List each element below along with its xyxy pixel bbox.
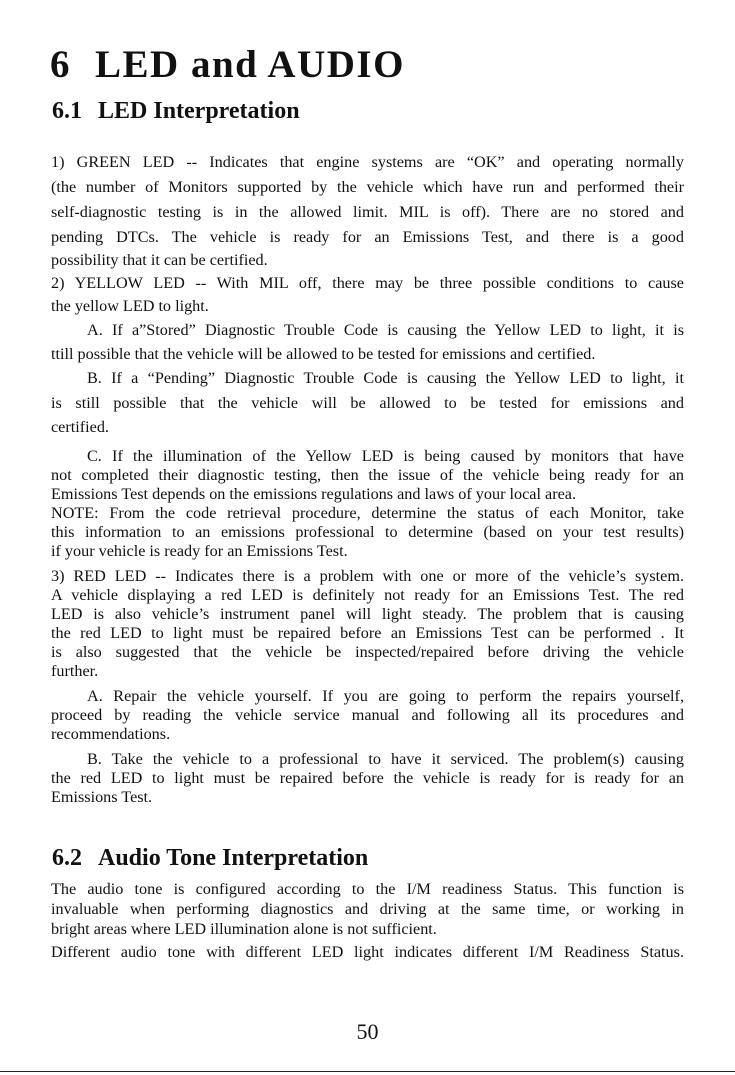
- bottom-rule: [0, 1071, 735, 1072]
- text-line: ttill possible that the vehicle will be allowed to be tested for emissions and certified.: [51, 345, 596, 363]
- text-line: 3) RED LED -- Indicates there is a problem with one or more of the vehicle’s system.: [51, 567, 684, 585]
- subsection-heading-audio: [52, 845, 368, 872]
- section-number: 6: [50, 43, 71, 86]
- text-line: recommendations.: [51, 725, 171, 743]
- text-line: the yellow LED to light.: [51, 297, 209, 315]
- text-line: the red LED to light must be repaired before an Emissions Test can be performed . It: [51, 624, 684, 642]
- text-line: The audio tone is configured according to the I/M readiness Status. This function is: [51, 880, 684, 898]
- text-line: invaluable when performing diagnostics and driving at the same time, or working in: [51, 900, 684, 918]
- text-line: is still possible that the vehicle will be allowed to be tested for emissions and: [51, 394, 684, 412]
- text-line: if your vehicle is ready for an Emissions Test.: [51, 542, 348, 560]
- text-line: bright areas where LED illumination alone is not sufficient.: [51, 920, 437, 938]
- text-line: LED is also vehicle’s instrument panel will light steady. The problem that is causing: [51, 605, 684, 623]
- text-line: NOTE: From the code retrieval procedure, determine the status of each Monitor, take: [51, 504, 684, 522]
- subsection-title: Audio Tone Interpretation: [98, 845, 369, 871]
- text-line: 2) YELLOW LED -- With MIL off, there may be three possible conditions to cause: [51, 274, 684, 292]
- text-line: 1) GREEN LED -- Indicates that engine systems are “OK” and operating normally: [51, 153, 684, 171]
- text-line: possibility that it can be certified.: [51, 251, 268, 269]
- text-line: self-diagnostic testing is in the allowed limit. MIL is off). There are no stored and: [51, 203, 684, 221]
- text-line: Emissions Test depends on the emissions regulations and laws of your local area.: [51, 485, 577, 503]
- text-line: proceed by reading the vehicle service manual and following all its procedures and: [51, 706, 684, 724]
- text-line: A vehicle displaying a red LED is definitely not ready for an Emissions Test. The red: [51, 586, 684, 604]
- text-line: is also suggested that the vehicle be inspected/repaired before driving the vehicle: [51, 643, 684, 661]
- text-line: pending DTCs. The vehicle is ready for an Emissions Test, and there is a good: [51, 228, 684, 246]
- subsection-heading-led: [52, 98, 300, 125]
- text-line: A. Repair the vehicle yourself. If you are going to perform the repairs yourself,: [87, 687, 684, 705]
- text-line: further.: [51, 662, 99, 680]
- text-line: certified.: [51, 418, 109, 436]
- page-number: 50: [356, 1019, 379, 1044]
- subsection-number: 6.2: [52, 845, 82, 871]
- text-line: B. Take the vehicle to a professional to have it serviced. The problem(s) causing: [87, 750, 684, 768]
- text-line: (the number of Monitors supported by the vehicle which have run and performed their: [51, 178, 684, 196]
- subsection-title: LED Interpretation: [98, 98, 300, 124]
- section-title: [50, 42, 405, 87]
- section-title-text: LED and AUDIO: [95, 43, 405, 86]
- text-line: C. If the illumination of the Yellow LED is being caused by monitors that have: [87, 447, 684, 465]
- text-line: the red LED to light must be repaired before the vehicle is ready for is ready for an: [51, 769, 684, 787]
- text-line: not completed their diagnostic testing, then the issue of the vehicle being ready for an: [51, 466, 684, 484]
- text-line: A. If a”Stored” Diagnostic Trouble Code is causing the Yellow LED to light, it is: [87, 321, 684, 339]
- text-line: B. If a “Pending” Diagnostic Trouble Code is causing the Yellow LED to light, it: [87, 369, 684, 387]
- text-line: this information to an emissions professional to determine (based on your test results): [51, 523, 684, 541]
- subsection-number: 6.1: [52, 98, 82, 124]
- text-line: Different audio tone with different LED light indicates different I/M Readiness Status.: [51, 943, 684, 961]
- text-line: Emissions Test.: [51, 788, 153, 806]
